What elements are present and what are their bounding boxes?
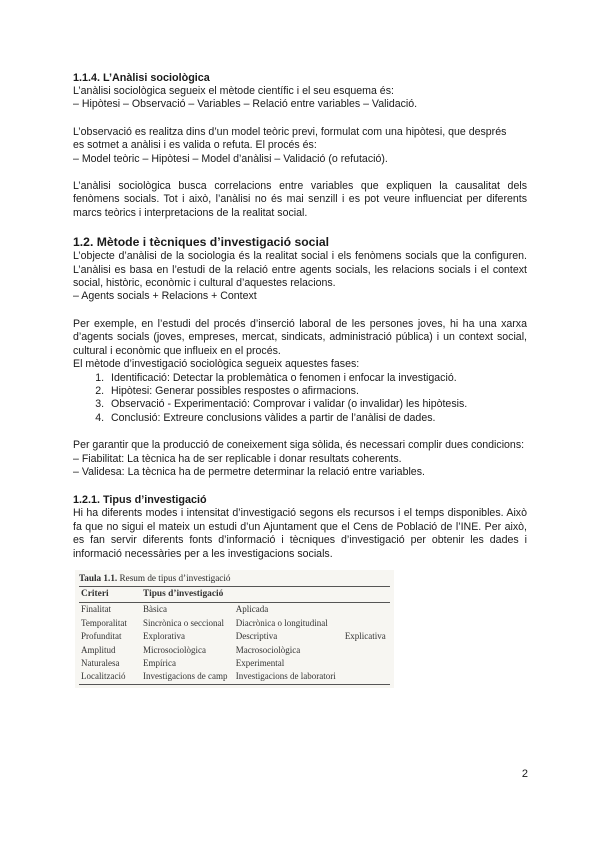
table-cell: Diacrònica o longitudinal xyxy=(235,617,328,628)
paragraph-line: L’observació es realitza dins d’un model teòric previ, formulat com una hipòtesi, que després xyxy=(73,125,507,138)
table-row xyxy=(79,617,390,630)
paragraph-line: – Agents socials + Relacions + Context xyxy=(73,290,257,303)
list-item: 4. Conclusió: Extreure conclusions vàlides a partir de l’anàlisi de dades. xyxy=(107,412,527,425)
table-cell xyxy=(343,670,390,684)
table-caption-number: Taula 1.1. xyxy=(79,572,118,583)
table-cell xyxy=(343,657,390,670)
table-cell: Investigacions de camp xyxy=(141,670,234,684)
section-heading-1-2-1: 1.2.1. Tipus d’investigació xyxy=(73,494,207,507)
table-cell: Descriptiva xyxy=(235,631,278,642)
table-row xyxy=(79,670,390,684)
table-row xyxy=(79,603,390,617)
table-cell: Amplitud xyxy=(81,644,116,655)
table-header-cell xyxy=(343,586,390,602)
paragraph-line: – Hipòtesi – Observació – Variables – Relació entre variables – Validació. xyxy=(73,98,418,111)
table-header-cell: Tipus d’investigació xyxy=(141,586,234,602)
table-cell: Bàsica xyxy=(143,604,167,615)
table-cell: Experimental xyxy=(235,658,285,668)
table-header-row xyxy=(79,586,390,602)
section-heading-1-2: 1.2. Mètode i tècniques d’investigació social xyxy=(73,235,330,250)
paragraph-line: El mètode d’investigació sociològica segueix aquestes fases: xyxy=(73,358,360,371)
table-row xyxy=(79,630,390,643)
table-cell xyxy=(343,603,390,617)
paragraph-line: – Model teòric – Hipòtesi – Model d’anàlisi – Validació (o refutació). xyxy=(73,152,388,165)
paragraph: Per garantir que la producció de coneixement siga sòlida, és necessari complir dues condicions: xyxy=(73,439,525,452)
paragraph: L’objecte d’anàlisi de la sociologia és la realitat social i els fenòmens socials que la configuren. L’anàlisi es basa en l’estudi de la relació entre agents socials, les relacions socials i el context social, històric, econòmic i cultural d’aquestes relacions. xyxy=(73,250,527,290)
list-item: 3. Observació - Experimentació: Comprovar i validar (o invalidar) les hipòtesis. xyxy=(107,398,527,411)
table-caption xyxy=(79,572,390,584)
research-types-table-figure xyxy=(75,570,394,688)
table-cell: Empírica xyxy=(143,658,176,668)
table-cell: Investigacions de laboratori xyxy=(234,670,343,684)
table-row xyxy=(79,657,390,670)
table-header-cell xyxy=(234,586,343,602)
table-cell: Finalitat xyxy=(81,604,111,615)
table-cell: Explorativa xyxy=(143,631,185,642)
paragraph-line: – Validesa: La tècnica ha de permetre determinar la relació entre variables. xyxy=(73,465,425,478)
table-cell: Macrosociològica xyxy=(235,644,301,655)
table-row xyxy=(79,644,390,657)
research-types-table xyxy=(79,586,390,685)
table-cell: Sincrònica o seccional xyxy=(143,617,224,628)
page-number: 2 xyxy=(521,768,528,780)
paragraph: L’anàlisi sociològica busca correlacions entre variables que expliquen la causalitat dels fenòmens socials. Tot i això, l’anàlisi no és mai senzill i es pot veure influenciat per diferents marcs teòrics i interpretacions de la realitat social. xyxy=(73,180,527,219)
table-cell: Naturalesa xyxy=(81,658,120,668)
phases-list xyxy=(73,372,527,426)
table-caption-text: Resum de tipus d’investigació xyxy=(119,572,231,583)
table-cell xyxy=(343,617,390,630)
paragraph-line: – Fiabilitat: La tècnica ha de ser replicable i donar resultats coherents. xyxy=(73,452,402,465)
table-cell: Localització xyxy=(79,670,141,684)
table-cell: Microsociològica xyxy=(143,644,206,655)
paragraph: Hi ha diferents modes i intensitat d’investigació segons els recursos i el temps disponibles. Això fa que no sigui el mateix un estudi d’un Ajuntament que el Cens de Població de l’INE. Per això, es fan servir diferents fonts d’informació i tècniques d’investigació per obtenir les dades i informació necessàries per a les investigacions socials. xyxy=(73,507,527,560)
table-cell: Temporalitat xyxy=(81,617,127,628)
document-page xyxy=(73,71,527,688)
section-heading-1-1-4: 1.1.4. L’Anàlisi sociològica xyxy=(73,72,210,84)
table-cell: Profunditat xyxy=(81,631,122,642)
table-header-cell: Criteri xyxy=(79,586,141,602)
paragraph-line: es sotmet a anàlisi i es valida o refuta. El procés és: xyxy=(73,139,317,152)
table-cell: Aplicada xyxy=(235,604,269,615)
list-item: 2. Hipòtesi: Generar possibles respostes o afirmacions. xyxy=(107,385,527,398)
paragraph: Per exemple, en l’estudi del procés d’inserció laboral de les persones joves, hi ha una xarxa d’agents socials (joves, empreses, mercat, sindicats, administració pública) i un context social, cultural i econòmic que influeix en el procés. xyxy=(73,317,527,357)
table-cell xyxy=(343,644,390,657)
table-cell: Explicativa xyxy=(344,631,386,642)
list-item: 1. Identificació: Detectar la problemàtica o fenomen i enfocar la investigació. xyxy=(107,372,527,385)
paragraph-line: L’anàlisi sociològica segueix el mètode científic i el seu esquema és: xyxy=(73,85,394,97)
